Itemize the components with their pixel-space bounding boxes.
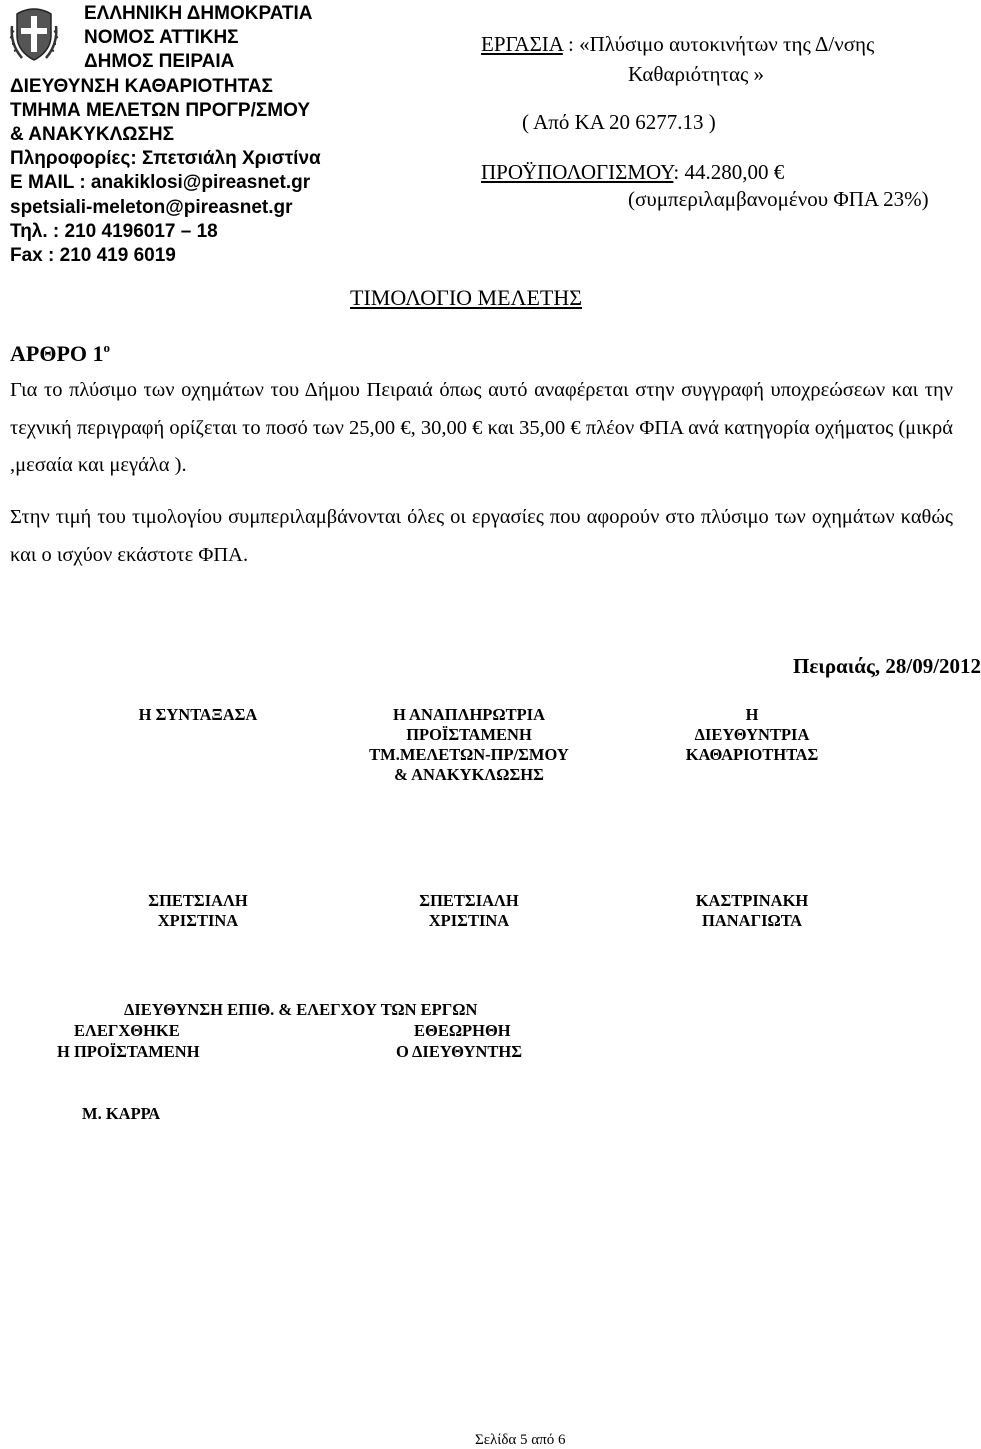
issuer-block [10, 2, 321, 268]
work-label: ΕΡΓΑΣΙΑ [481, 32, 563, 56]
control-director: Ο ΔΙΕΥΘΥΝΤΗΣ [396, 1042, 523, 1061]
issuer-line: Τηλ. : 210 4196017 – 18 [10, 220, 218, 242]
control-approved: ΕΘΕΩΡΗΘΗ [414, 1021, 511, 1040]
signature-title-line: Η ΑΝΑΠΛΗΡΩΤΡΙΑ [392, 705, 545, 724]
signature-title-line: ΔΙΕΥΘΥΝΤΡΙΑ [694, 725, 810, 744]
signature-name-line: ΧΡΙΣΤΙΝΑ [157, 911, 239, 930]
signature-title-line: ΠΡΟΪΣΤΑΜΕΝΗ [406, 725, 532, 744]
signature-title-line: ΤΜ.ΜΕΛΕΤΩΝ-ΠΡ/ΣΜΟΥ [369, 745, 569, 764]
signature-name-head [389, 891, 549, 931]
signature-title-head [357, 705, 581, 785]
signature-name-line: ΚΑΣΤΡΙΝΑΚΗ [695, 891, 809, 910]
issuer-line: ΤΜΗΜΑ ΜΕΛΕΤΩΝ ΠΡΟΓΡ/ΣΜΟΥ [10, 99, 311, 121]
work-title-line-2: Καθαριότητας » [628, 62, 765, 86]
signature-title-director [662, 705, 842, 765]
issuer-line: ΝΟΜΟΣ ΑΤΤΙΚΗΣ [84, 27, 239, 49]
work-title-line-1: : «Πλύσιμο αυτοκινήτων της Δ/νσης [562, 32, 875, 56]
issuer-line: & ΑΝΑΚΥΚΛΩΣΗΣ [10, 124, 175, 146]
paragraph-text: Για το πλύσιμο των οχημάτων του Δήμου Πειραιά όπως αυτό αναφέρεται στην συγγραφή υποχρεώσεων και την τεχνική περιγραφή ορίζεται το ποσό των 25,00 €, 30,00 € και 35,00 € πλέον ΦΠΑ ανά κατηγορία οχήματος (μικρά ,μεσαία και μεγάλα ). [10, 379, 953, 476]
article-heading [10, 340, 110, 367]
page-title: ΤΙΜΟΛΟΓΙΟ ΜΕΛΕΤΗΣ [350, 285, 583, 310]
body-paragraph-1 [10, 372, 953, 485]
signature-name-line: ΣΠΕΤΣΙΑΛΗ [419, 891, 519, 910]
signature-name-line: ΧΡΙΣΤΙΝΑ [428, 911, 510, 930]
article-label: ΑΡΘΡΟ 1 [10, 341, 104, 366]
work-title [481, 32, 874, 57]
article-ordinal: ο [103, 340, 110, 355]
control-checked: ΕΛΕΓΧΘΗΚΕ [74, 1021, 180, 1040]
control-directorate: ΔΙΕΥΘΥΝΣΗ ΕΠΙΘ. & ΕΛΕΓΧΟΥ ΤΩΝ ΕΡΓΩΝ [124, 1000, 478, 1019]
issuer-line: spetsiali-meleton@pireasnet.gr [10, 196, 293, 218]
signature-name-compiler [118, 891, 278, 931]
budget-value: : 44.280,00 € [673, 160, 785, 184]
signature-title-line: ΚΑΘΑΡΙΟΤΗΤΑΣ [685, 745, 819, 764]
control-name: Μ. ΚΑΡΡΑ [82, 1104, 161, 1123]
issuer-line: Πληροφορίες: Σπετσιάλη Χριστίνα [10, 148, 321, 170]
signature-title-compiler [118, 705, 278, 725]
paragraph-text: Στην τιμή του τιμολογίου συμπεριλαμβάνονται όλες οι εργασίες που αφορούν στο πλύσιμο των οχημάτων καθώς και ο ισχύον εκάστοτε ΦΠΑ. [10, 506, 953, 566]
budget-line [481, 160, 784, 185]
issuer-line: E MAIL : anakiklosi@pireasnet.gr [10, 172, 311, 194]
signature-title-line: Η ΣΥΝΤΑΞΑΣΑ [138, 705, 258, 724]
document-date: Πειραιάς, 28/09/2012 [793, 654, 981, 678]
issuer-line: Fax : 210 419 6019 [10, 245, 176, 267]
budget-label: ΠΡΟΫΠΟΛΟΓΙΣΜΟΥ [481, 160, 674, 184]
signature-name-line: ΠΑΝΑΓΙΩΤΑ [701, 911, 803, 930]
signature-title-line: & ΑΝΑΚΥΚΛΩΣΗΣ [394, 765, 544, 784]
signature-name-line: ΣΠΕΤΣΙΑΛΗ [148, 891, 248, 910]
issuer-line: ΔΗΜΟΣ ΠΕΙΡΑΙΑ [84, 51, 235, 73]
page-number: Σελίδα 5 από 6 [475, 1432, 566, 1448]
vat-note: (συμπεριλαμβανομένου ΦΠΑ 23%) [628, 187, 929, 211]
budget-code: ( Από ΚΑ 20 6277.13 ) [522, 110, 716, 134]
issuer-line: ΕΛΛΗΝΙΚΗ ΔΗΜΟΚΡΑΤΙΑ [84, 3, 313, 24]
control-head: Η ΠΡΟΪΣΤΑΜΕΝΗ [57, 1042, 200, 1061]
signature-title-line: Η [745, 705, 759, 724]
issuer-line: ΔΙΕΥΘΥΝΣΗ ΚΑΘΑΡΙΟΤΗΤΑΣ [10, 75, 273, 97]
signature-name-director [672, 891, 832, 931]
body-paragraph-2 [10, 499, 953, 574]
